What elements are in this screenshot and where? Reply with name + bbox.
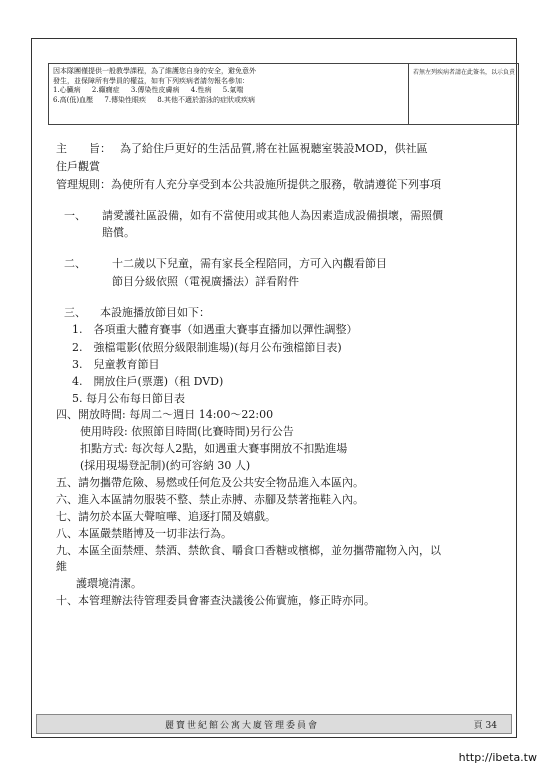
condition-list-row: [53, 96, 404, 106]
program-item: 2. 強檔電影(依照分級限制進場)(每月公布強檔節目表): [72, 341, 342, 354]
condition-item: 5.氣喘: [222, 86, 244, 94]
item-9-text: 九、本區全面禁煙、禁酒、禁飲食、嚼食口香糖或檳榔，並勿攜帶寵物入內，以: [56, 544, 441, 557]
item-10-text: 十、本管理辦法待管理委員會審查決議後公佈實施，修正時亦同。: [56, 594, 375, 607]
item-6-text: 六、進入本區請勿服裝不整、禁止赤膊、赤腳及禁著拖鞋入內。: [56, 493, 364, 506]
item-3-title: 本設施播放節目如下：: [100, 306, 210, 319]
condition-item: 1.心臟病: [53, 86, 81, 94]
rules-intro: 管理規則：為使所有人充分享受到本公共設施所提供之服務，敬請遵從下列事項: [56, 178, 441, 191]
footer-title: 麗寶世紀館公寓大廈管理委員會: [164, 721, 319, 731]
opening-hours: 四、開放時間: 每周二～週日 14:00～22:00: [56, 408, 274, 421]
item-3-number: 三、: [64, 306, 86, 319]
condition-item: 3.傳染性皮膚病: [130, 86, 180, 94]
page-number: 頁 34: [473, 721, 497, 731]
program-item: 5. 每月公布每日節目表: [72, 392, 185, 405]
item-9-text-continued: 護環境清潔。: [76, 577, 142, 590]
notice-line: 發生，並保障所有學員的權益，如有下列疾病者請勿報名參加：: [53, 76, 249, 85]
condition-item: 6.高(低)血壓: [53, 95, 94, 104]
item-1-number: 一、: [64, 209, 86, 222]
signature-note: 若無左列疾病者請在此簽名，以示負責: [413, 69, 516, 76]
item-2-text: 十二歲以下兒童，需有家長全程陪同，方可入內觀看節目: [112, 257, 387, 270]
health-notice-box: [48, 63, 519, 125]
watermark: http://ibeta.tw: [458, 751, 537, 764]
purpose-text-continued: 住戶觀賞: [56, 160, 100, 173]
item-9-text-wrap: 維: [56, 560, 67, 573]
point-deduction: 扣點方式: 每次每人2點，如遇重大賽事開放不扣點進場: [80, 442, 348, 455]
program-item: 3. 兒童教育節目: [72, 358, 160, 371]
item-1-text-continued: 賠償。: [102, 226, 135, 239]
condition-item: 7.傳染性眼疾: [104, 95, 147, 104]
item-1-text: 請愛護社區設備，如有不當使用或其他人為因素造成設備損壞，需照價: [102, 209, 443, 222]
notice-line: 因本隊團僅提供一般教學課程，為了維護您自身的安全，避免意外: [53, 67, 256, 75]
condition-item: 2.癲癇症: [91, 86, 120, 94]
item-5-text: 五、請勿攜帶危險、易燃或任何危及公共安全物品進入本區內。: [56, 476, 364, 489]
item-2-text-continued: 節目分級依照（電視廣播法）詳看附件: [112, 275, 299, 288]
health-notice-text: [49, 64, 409, 124]
purpose-text: 為了給住戶更好的生活品質,將在社區視聽室裝設MOD，供社區: [120, 142, 428, 155]
condition-item: 4.性病: [190, 86, 212, 94]
registration-note: (採用現場登記制)(約可容納 30 人): [80, 459, 251, 472]
condition-item: 8.其他不適於游泳的症狀或疾病: [157, 95, 255, 104]
usage-period: 使用時段: 依照節目時間(比賽時間)另行公告: [80, 425, 294, 438]
program-item: 4. 開放住戶(票選)（租 DVD): [72, 375, 224, 388]
condition-list-row: [53, 86, 404, 96]
purpose-label: 主 旨：: [56, 142, 111, 155]
item-8-text: 八、本區嚴禁賭博及一切非法行為。: [56, 527, 232, 540]
footer-bar: [36, 714, 512, 734]
program-item: 1. 各項重大體育賽事（如遇重大賽事直播加以彈性調整）: [72, 323, 358, 336]
item-2-number: 二、: [64, 257, 86, 270]
item-7-text: 七、請勿於本區大聲喧嘩、追逐打鬧及嬉戲。: [56, 510, 276, 523]
